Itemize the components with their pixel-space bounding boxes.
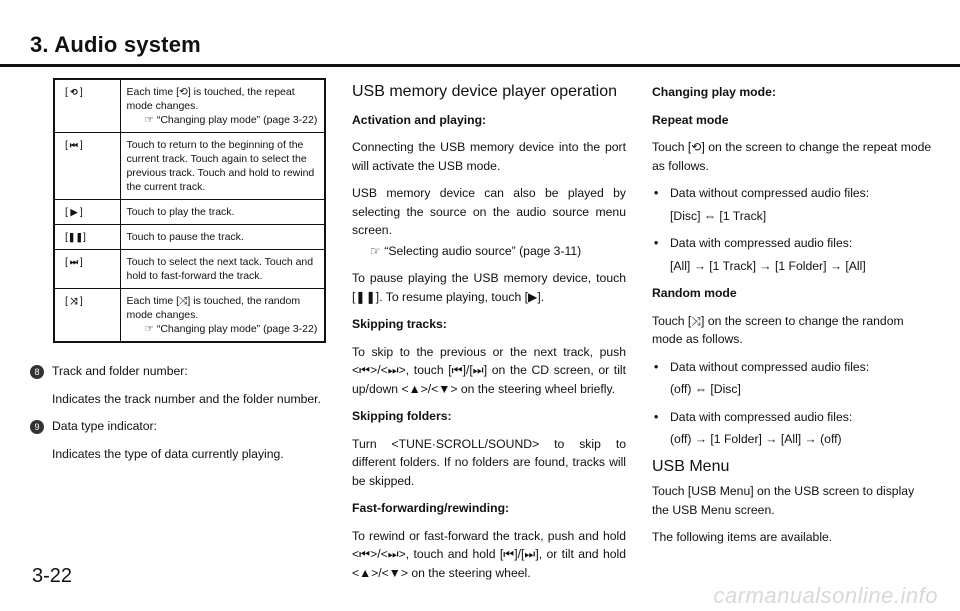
table-icon-cell: [ ⤨ ]	[54, 289, 120, 343]
control-icon: ▶	[70, 207, 78, 217]
control-description: Touch to pause the track.	[126, 231, 244, 243]
table-icon-cell: [ ⏭ ]	[54, 250, 120, 289]
item-8: 8 Track and folder number:	[30, 362, 330, 381]
control-icon: ❚❚	[67, 232, 84, 242]
item-9: 9 Data type indicator:	[30, 417, 330, 436]
activation-p1: Connecting the USB memory device into the port will activate the USB mode.	[352, 140, 626, 173]
repeat-title: Repeat mode	[652, 112, 729, 127]
table-icon-cell: [ ⏮ ]	[54, 133, 120, 200]
table-desc-cell	[120, 79, 325, 133]
control-description: Touch to play the track.	[126, 206, 235, 218]
table-row	[54, 289, 325, 343]
change-mode-title: Changing play mode:	[652, 85, 776, 99]
control-icon: ⏭	[69, 257, 78, 267]
random-seq-1: (off) ⇔ [Disc]	[670, 382, 741, 396]
repeat-bullet-1: • Data without compressed audio files:	[652, 184, 932, 203]
random-title: Random mode	[652, 286, 737, 300]
table-row	[54, 79, 325, 133]
row-reference: ☞ “Changing play mode” (page 3-22)	[144, 323, 318, 335]
repeat-seq-1: [Disc] ⇔ [1 Track]	[670, 208, 767, 223]
table-desc-cell	[120, 250, 325, 289]
column-1	[30, 362, 330, 472]
ff-title: Fast-forwarding/rewinding:	[352, 501, 510, 515]
control-description: Touch to select the next tack. Touch and hold to fast-forward the track.	[126, 256, 314, 282]
watermark: carmanualsonline.info	[713, 583, 938, 608]
random-seq-2: (off) → [1 Folder] → [All] → (off)	[670, 432, 842, 446]
item-9-text: Indicates the type of data currently playing.	[52, 446, 284, 461]
page-number: 3-22	[32, 565, 73, 587]
ff-text: To rewind or fast-forward the track, push and hold <⏮>/<⏭>, touch and hold [⏮]/[⏭], or tilt and hold <▲>/<▼> on the steering wheel.	[352, 528, 626, 580]
table-icon-cell: [ ⟲ ]	[54, 79, 120, 133]
reference-icon: ☞	[370, 243, 385, 258]
controls-table	[53, 78, 326, 343]
table-row	[54, 225, 325, 250]
skip-tracks-title: Skipping tracks:	[352, 317, 447, 331]
table-desc-cell	[120, 289, 325, 343]
column-2	[352, 83, 626, 591]
skip-folders-title: Skipping folders:	[352, 409, 452, 423]
repeat-seq-2: [All] → [1 Track] → [1 Folder] → [All]	[670, 258, 866, 273]
control-icon: ⤨	[70, 296, 78, 306]
table-icon-cell: [❚❚]	[54, 225, 120, 250]
reference-icon: ☞	[144, 114, 157, 126]
control-icon: ⟲	[70, 87, 78, 97]
table-row	[54, 200, 325, 225]
random-bullet-2: • Data with compressed audio files:	[652, 408, 932, 427]
pause-text: To pause playing the USB memory device, touch [❚❚]. To resume playing, touch [▶].	[352, 271, 626, 304]
number-badge-9: 9	[30, 420, 44, 434]
activation-title: Activation and playing:	[352, 112, 487, 127]
control-description: Each time [⤨] is touched, the random mode changes.	[126, 295, 301, 321]
table-icon-cell: [ ▶ ]	[54, 200, 120, 225]
random-bullet-1: • Data without compressed audio files:	[652, 358, 932, 377]
usb-menu-heading: USB Menu	[652, 457, 730, 475]
table-desc-cell	[120, 225, 325, 250]
table-row	[54, 133, 325, 200]
skip-tracks-text: To skip to the previous or the next track, push <⏮>/<⏭>, touch [⏮]/[⏭] on the CD screen, or tilt up/down <▲>/<▼> on the steering wheel briefly.	[352, 344, 626, 396]
page-title: 3. Audio system	[30, 32, 201, 57]
random-text: Touch [⤨] on the screen to change the random mode as follows.	[652, 313, 904, 346]
skip-folders-text: Turn <TUNE·SCROLL/SOUND> to skip to different folders. If no folders are found, tracks will be skipped.	[352, 436, 626, 488]
header-rule	[0, 64, 960, 67]
control-description: Touch to return to the beginning of the current track. Touch again to select the previous track. Touch and hold to rewind the current track.	[126, 139, 315, 193]
item-8-text: Indicates the track number and the folder number.	[52, 391, 321, 406]
table-desc-cell	[120, 133, 325, 200]
reference-icon: ☞	[144, 323, 157, 335]
activation-ref: ☞ “Selecting audio source” (page 3-11)	[370, 243, 582, 258]
repeat-bullet-2: • Data with compressed audio files:	[652, 234, 932, 253]
control-icon: ⏮	[69, 140, 78, 150]
control-description: Each time [⟲] is touched, the repeat mode changes.	[126, 86, 295, 112]
activation-p2: USB memory device can also be played by selecting the source on the audio source menu screen.	[352, 186, 626, 237]
usb-menu-p2: The following items are available.	[652, 530, 833, 544]
repeat-text: Touch [⟲] on the screen to change the repeat mode as follows.	[652, 140, 932, 173]
row-reference: ☞ “Changing play mode” (page 3-22)	[144, 114, 318, 126]
section-heading-usb: USB memory device player operation	[352, 83, 618, 100]
table-desc-cell	[120, 200, 325, 225]
number-badge-8: 8	[30, 365, 44, 379]
usb-menu-p1: Touch [USB Menu] on the USB screen to display the USB Menu screen.	[652, 484, 915, 517]
column-3	[652, 83, 932, 556]
table-row	[54, 250, 325, 289]
